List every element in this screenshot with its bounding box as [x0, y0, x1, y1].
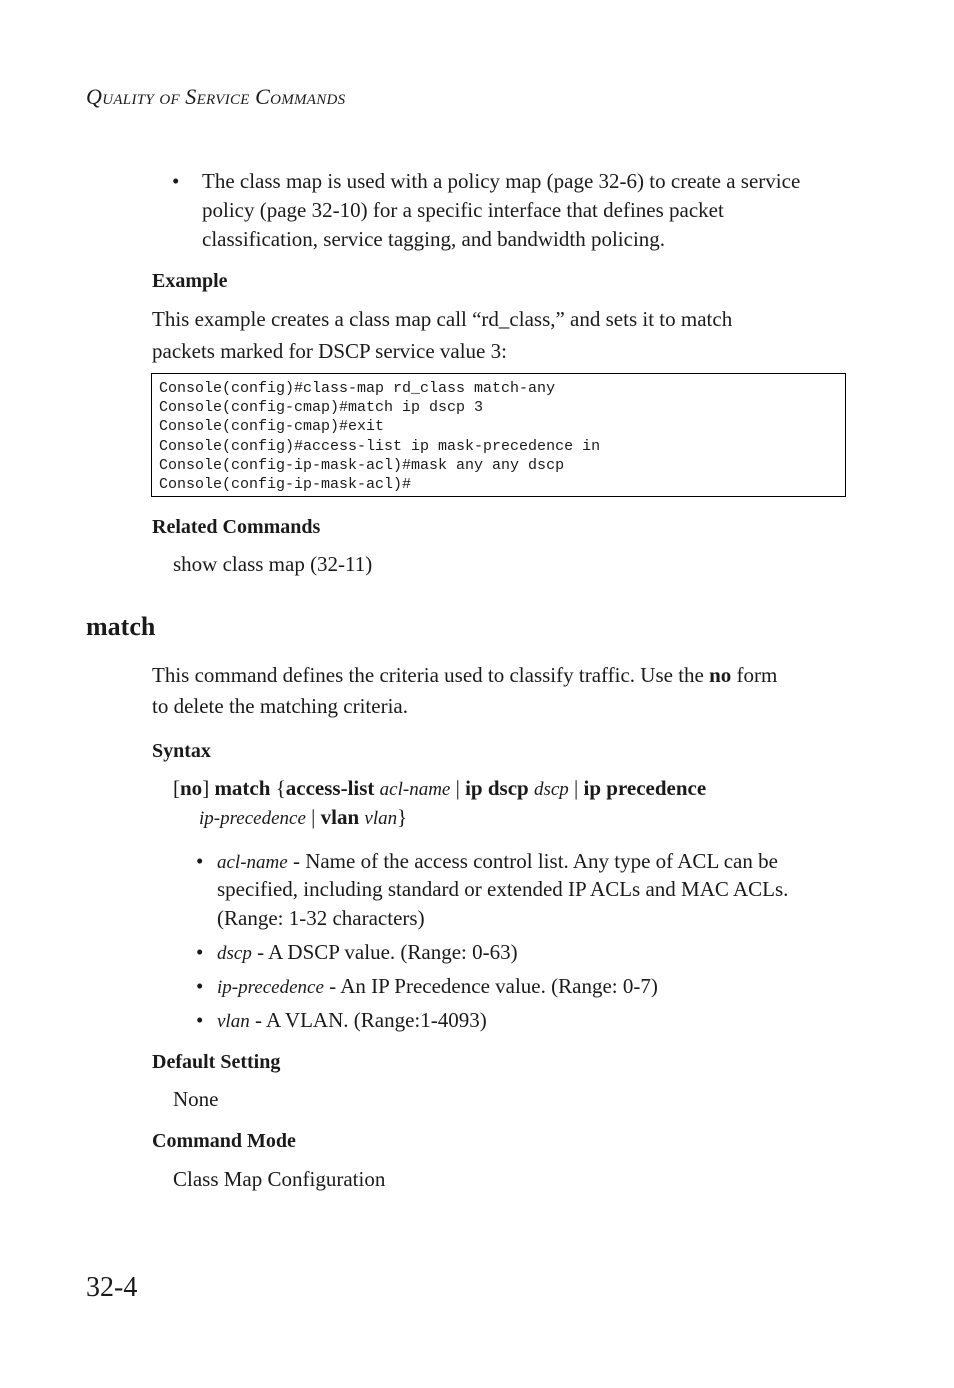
- related-commands-heading: Related Commands: [152, 516, 321, 538]
- header-uality: UALITY: [102, 92, 155, 108]
- intro-bullet-line-1: The class map is used with a policy map (page 32-6) to create a service: [202, 169, 801, 193]
- param-dscp: [217, 938, 518, 968]
- param-bullet-dot: •: [196, 940, 204, 964]
- example-heading: Example: [152, 270, 228, 292]
- syntax-ip-precedence-param: ip-precedence: [199, 808, 306, 829]
- syntax-pipe: |: [450, 776, 466, 800]
- param-acl-name-line-1: [217, 847, 778, 877]
- header-ervice: ERVICE: [196, 92, 250, 108]
- code-line: Console(config-ip-mask-acl)#mask any any dscp: [159, 456, 565, 474]
- syntax-heading: Syntax: [152, 740, 211, 762]
- intro-bullet-line-2: policy (page 32-10) for a specific interface that defines packet: [202, 198, 724, 222]
- syntax-brace: {: [270, 776, 286, 800]
- param-bullet-dot: •: [196, 974, 204, 998]
- intro-bullet-dot: •: [172, 169, 180, 193]
- match-description-line-2: to delete the matching criteria.: [152, 694, 408, 718]
- param-bullet-dot: •: [196, 849, 204, 873]
- code-example-box: [151, 373, 846, 497]
- param-name: acl-name: [217, 852, 288, 873]
- code-line: Console(config-cmap)#match ip dscp 3: [159, 399, 484, 417]
- param-name: ip-precedence: [217, 977, 324, 998]
- syntax-acl-name: acl-name: [379, 779, 451, 800]
- example-line-1: This example creates a class map call “rd_class,” and sets it to match: [152, 307, 733, 331]
- related-commands-link[interactable]: show class map (32-11): [173, 552, 373, 576]
- syntax-no: no: [180, 776, 203, 800]
- syntax-pipe: |: [568, 776, 584, 800]
- header-ommands: OMMANDS: [270, 92, 346, 108]
- example-line-2: packets marked for DSCP service value 3:: [152, 339, 507, 363]
- desc-text: form: [731, 663, 778, 687]
- default-setting-value: None: [173, 1087, 219, 1111]
- desc-text: This command defines the criteria used to classify traffic. Use the: [152, 663, 710, 687]
- default-setting-heading: Default Setting: [152, 1051, 281, 1073]
- param-acl-name-line-3: (Range: 1-32 characters): [217, 906, 425, 930]
- section-title-match: match: [86, 612, 156, 641]
- syntax-line-1: [173, 774, 706, 804]
- code-line: Console(config-ip-mask-acl)#: [159, 476, 412, 494]
- syntax-bracket: ]: [202, 776, 215, 800]
- match-description-line-1: [152, 661, 777, 690]
- param-name: vlan: [217, 1011, 250, 1032]
- code-line: Console(config-cmap)#exit: [159, 418, 385, 436]
- syntax-line-2: [199, 803, 407, 833]
- param-ip-precedence: [217, 972, 658, 1002]
- command-mode-value: Class Map Configuration: [173, 1167, 386, 1191]
- desc-keyword-no: no: [709, 663, 732, 687]
- syntax-vlan-param: vlan: [364, 808, 398, 829]
- param-vlan: [217, 1006, 487, 1036]
- param-desc: - An IP Precedence value. (Range: 0-7): [323, 974, 658, 998]
- syntax-access-list: access-list: [285, 776, 375, 800]
- param-desc: - Name of the access control list. Any type of ACL can be: [287, 849, 778, 873]
- syntax-ip-dscp: ip dscp: [465, 776, 529, 800]
- syntax-pipe: |: [305, 805, 321, 829]
- code-line: Console(config)#access-list ip mask-precedence in: [159, 437, 601, 455]
- header-q: Q: [86, 84, 103, 109]
- command-mode-heading: Command Mode: [152, 1130, 296, 1152]
- param-bullet-dot: •: [196, 1008, 204, 1032]
- syntax-dscp: dscp: [533, 779, 569, 800]
- param-desc: - A VLAN. (Range:1-4093): [249, 1008, 487, 1032]
- code-line: Console(config)#class-map rd_class match-any: [159, 380, 556, 397]
- header-c: C: [255, 84, 271, 109]
- syntax-vlan: vlan: [320, 805, 360, 829]
- running-header: [86, 84, 346, 110]
- intro-bullet-line-3: classification, service tagging, and bandwidth policing.: [202, 227, 666, 251]
- syntax-brace: }: [397, 805, 408, 829]
- param-desc: - A DSCP value. (Range: 0-63): [251, 940, 518, 964]
- header-of: OF: [159, 92, 180, 108]
- param-name: dscp: [217, 943, 252, 964]
- syntax-bracket: [: [173, 776, 180, 800]
- syntax-match: match: [214, 776, 271, 800]
- header-s: S: [185, 84, 197, 109]
- syntax-ip-precedence: ip precedence: [583, 776, 707, 800]
- page-number: 32-4: [86, 1272, 138, 1303]
- param-acl-name-line-2: specified, including standard or extended IP ACLs and MAC ACLs.: [217, 877, 789, 901]
